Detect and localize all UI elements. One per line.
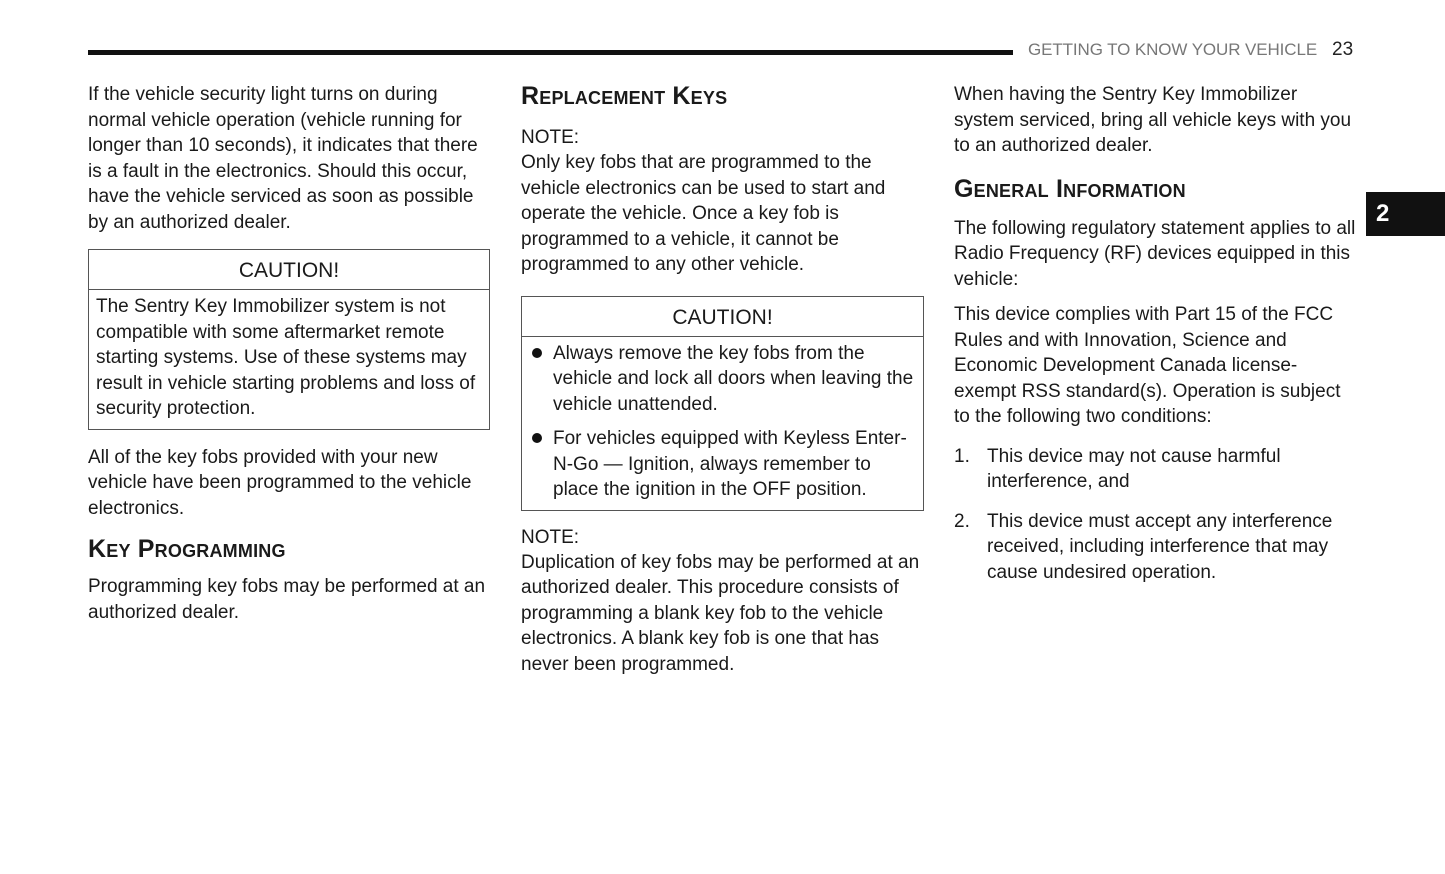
column-middle xyxy=(521,82,924,677)
fcc-compliance-paragraph: This device complies with Part 15 of the FCC Rules and with Innovation, Science and Economic Development Canada license-exempt RSS standard(s). Operation is subject to the following two conditions: xyxy=(954,304,1341,427)
list-item xyxy=(954,509,1356,586)
key-fobs-paragraph: All of the key fobs provided with your new vehicle have been programmed to the vehicle electronics. xyxy=(88,446,472,519)
chapter-tab[interactable]: 2 xyxy=(1366,192,1445,236)
bullet-icon xyxy=(532,433,542,443)
list-item xyxy=(529,341,916,418)
caution-box-immobilizer xyxy=(88,249,490,430)
list-number: 1. xyxy=(954,445,970,467)
caution-body xyxy=(522,337,923,510)
replacement-keys-heading: Replacement Keys xyxy=(521,82,728,110)
caution-title: CAUTION! xyxy=(89,250,489,290)
header-rule xyxy=(88,50,1013,55)
column-right xyxy=(954,82,1356,599)
general-information-heading: General Information xyxy=(954,174,1186,203)
note-label: NOTE: xyxy=(521,526,580,548)
regulatory-paragraph: The following regulatory statement applies to all Radio Frequency (RF) devices equipped in this vehicle: xyxy=(954,217,1356,290)
caution-text: The Sentry Key Immobilizer system is not compatible with some aftermarket remote starting systems. Use of these systems may result in vehicle starting problems and loss of security protection. xyxy=(96,296,476,419)
key-programming-paragraph: Programming key fobs may be performed at an authorized dealer. xyxy=(88,576,486,623)
list-item xyxy=(954,444,1356,495)
bullet-text: For vehicles equipped with Keyless Enter-N-Go — Ignition, always remember to place the ignition in the OFF position. xyxy=(553,428,907,500)
security-light-paragraph: If the vehicle security light turns on during normal vehicle operation (vehicle running for longer than 10 seconds), it indicates that there is a fault in the electronics. Should this occur, have the vehicle serviced as soon as possible by an authorized dealer. xyxy=(88,84,478,233)
caution-body xyxy=(89,290,489,429)
caution-box-key-fobs xyxy=(521,296,924,511)
note-text: Duplication of key fobs may be performed at an authorized dealer. This procedure consists of programming a blank key fob to the vehicle electronics. A blank key fob is one that has never been programmed. xyxy=(521,551,920,675)
sentry-service-paragraph: When having the Sentry Key Immobilizer system serviced, bring all vehicle keys with you to an authorized dealer. xyxy=(954,84,1352,156)
list-item xyxy=(529,426,916,503)
list-text: This device may not cause harmful interference, and xyxy=(987,445,1281,492)
column-left xyxy=(88,82,490,625)
page-number: 23 xyxy=(1332,39,1354,60)
note-text: Only key fobs that are programmed to the vehicle electronics can be used to start and operate the vehicle. Once a key fob is programmed to a vehicle, it cannot be programmed to any other vehicle. xyxy=(521,152,886,275)
list-number: 2. xyxy=(954,510,970,532)
list-text: This device must accept any interference received, including interference that may cause undesired operation. xyxy=(987,510,1333,583)
note-label: NOTE: xyxy=(521,127,580,148)
bullet-text: Always remove the key fobs from the vehicle and lock all doors when leaving the vehicle unattended. xyxy=(553,342,914,415)
running-title: GETTING TO KNOW YOUR VEHICLE xyxy=(1028,40,1318,59)
bullet-icon xyxy=(532,348,542,358)
caution-title: CAUTION! xyxy=(522,297,923,337)
key-programming-heading: Key Programming xyxy=(88,535,286,563)
